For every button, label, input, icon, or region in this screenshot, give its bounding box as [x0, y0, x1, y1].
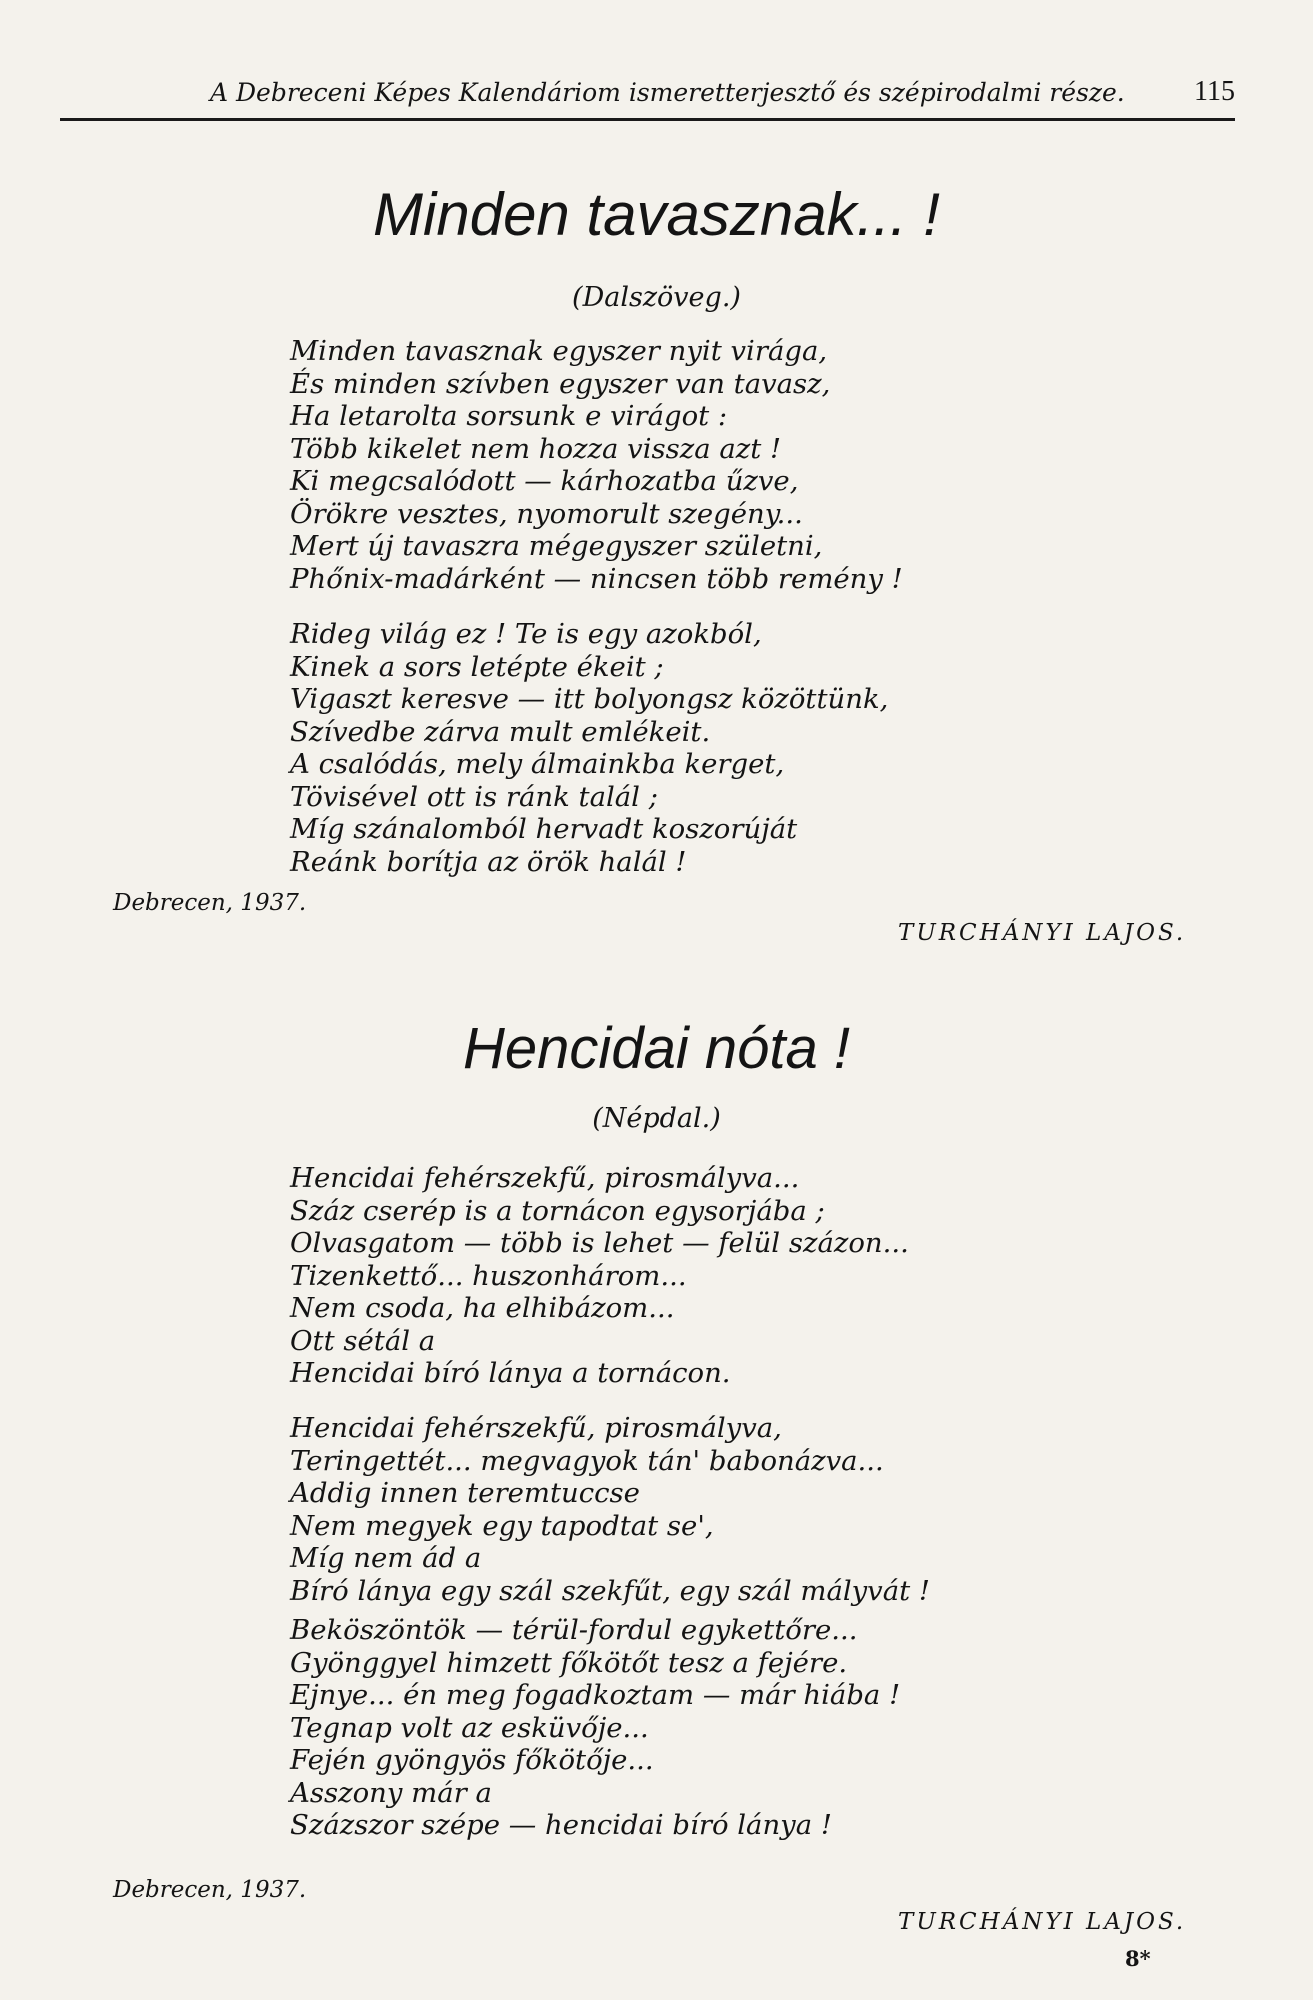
poem1-title: Minden tavasznak... !	[373, 181, 940, 248]
verse-line: Nem megyek egy tapodtat se',	[290, 1509, 714, 1542]
verse-line: Ejnye... én meg fogadkoztam — már hiába !	[290, 1679, 901, 1711]
verse-line: Ki megcsalódott — kárhozatba űzve,	[290, 465, 799, 497]
verse-line: Tegnap volt az esküvője...	[290, 1711, 649, 1744]
verse-line: Örökre vesztes, nyomorult szegény...	[290, 497, 803, 530]
poem2-subtitle: (Népdal.)	[592, 1103, 721, 1134]
verse-line: Százszor szépe — hencidai bíró lánya !	[290, 1809, 832, 1841]
poem2-stanza-2	[290, 1412, 930, 1607]
verse-line: Beköszöntök — térül-fordul egykettőre...	[290, 1614, 858, 1646]
verse-line: Olvasgatom — több is lehet — felül százon...	[290, 1227, 909, 1259]
verse-line: Nem csoda, ha elhibázom...	[290, 1292, 675, 1324]
poem2-stanza-1	[290, 1162, 909, 1390]
verse-line: Minden tavasznak egyszer nyit virága,	[290, 335, 828, 367]
poem2-stanza-3	[290, 1614, 900, 1842]
poem2-title: Hencidai nóta !	[463, 1016, 850, 1081]
poem1-stanza-1	[290, 335, 903, 595]
poem1-place-date: Debrecen, 1937.	[113, 890, 307, 916]
verse-line: Phőnix-madárként — nincsen több remény !	[290, 562, 903, 595]
poem2-author: TURCHÁNYI LAJOS.	[898, 1909, 1187, 1935]
poem1-author: TURCHÁNYI LAJOS.	[898, 920, 1187, 946]
verse-line: Kinek a sors letépte ékeit ;	[290, 650, 664, 683]
verse-line: Szívedbe zárva mult emlékeit.	[290, 715, 711, 748]
verse-line: Tövisével ott is ránk talál ;	[290, 780, 658, 813]
verse-line: Fején gyöngyös főkötője...	[290, 1744, 654, 1776]
verse-line: Míg nem ád a	[290, 1542, 482, 1574]
poem2-place-date: Debrecen, 1937.	[113, 1877, 307, 1903]
verse-line: Gyönggyel himzett főkötőt tesz a fejére.	[290, 1646, 848, 1679]
verse-line: Vigaszt keresve — itt bolyongsz közöttünk,	[290, 683, 889, 715]
running-header	[60, 78, 1235, 121]
verse-line: Rideg világ ez ! Te is egy azokból,	[290, 618, 762, 650]
verse-line: Míg szánalomból hervadt koszorúját	[290, 813, 798, 845]
running-title: A Debreceni Képes Kalendáriom ismeretterjesztő és szépirodalmi része.	[210, 78, 1125, 107]
verse-line: Több kikelet nem hozza vissza azt !	[290, 432, 782, 465]
verse-line: Bíró lánya egy szál szekfűt, egy szál mályvát !	[290, 1574, 930, 1607]
verse-line: Reánk borítja az örök halál !	[290, 845, 687, 878]
verse-line: Tizenkettő... huszonhárom...	[290, 1259, 687, 1292]
verse-line: A csalódás, mely álmainkba kerget,	[290, 748, 785, 780]
verse-line: Ha letarolta sorsunk e virágot :	[290, 400, 728, 432]
page-number: 115	[1194, 76, 1235, 107]
verse-line: Asszony már a	[290, 1776, 492, 1809]
verse-line: És minden szívben egyszer van tavasz,	[290, 367, 831, 400]
verse-line: Teringettét... megvagyok tán' babonázva...	[290, 1444, 884, 1477]
poem1-stanza-2	[290, 618, 888, 878]
verse-line: Addig innen teremtuccse	[290, 1477, 640, 1509]
verse-line: Hencidai bíró lánya a tornácon.	[290, 1357, 731, 1389]
printer-signature-mark: 8*	[1125, 1946, 1151, 1971]
verse-line: Mert új tavaszra mégegyszer születni,	[290, 530, 823, 562]
verse-line: Hencidai fehérszekfű, pirosmályva...	[290, 1162, 800, 1194]
verse-line: Ott sétál a	[290, 1324, 436, 1357]
verse-line: Hencidai fehérszekfű, pirosmályva,	[290, 1412, 782, 1444]
poem1-subtitle: (Dalszöveg.)	[572, 282, 741, 313]
verse-line: Száz cserép is a tornácon egysorjába ;	[290, 1194, 825, 1227]
